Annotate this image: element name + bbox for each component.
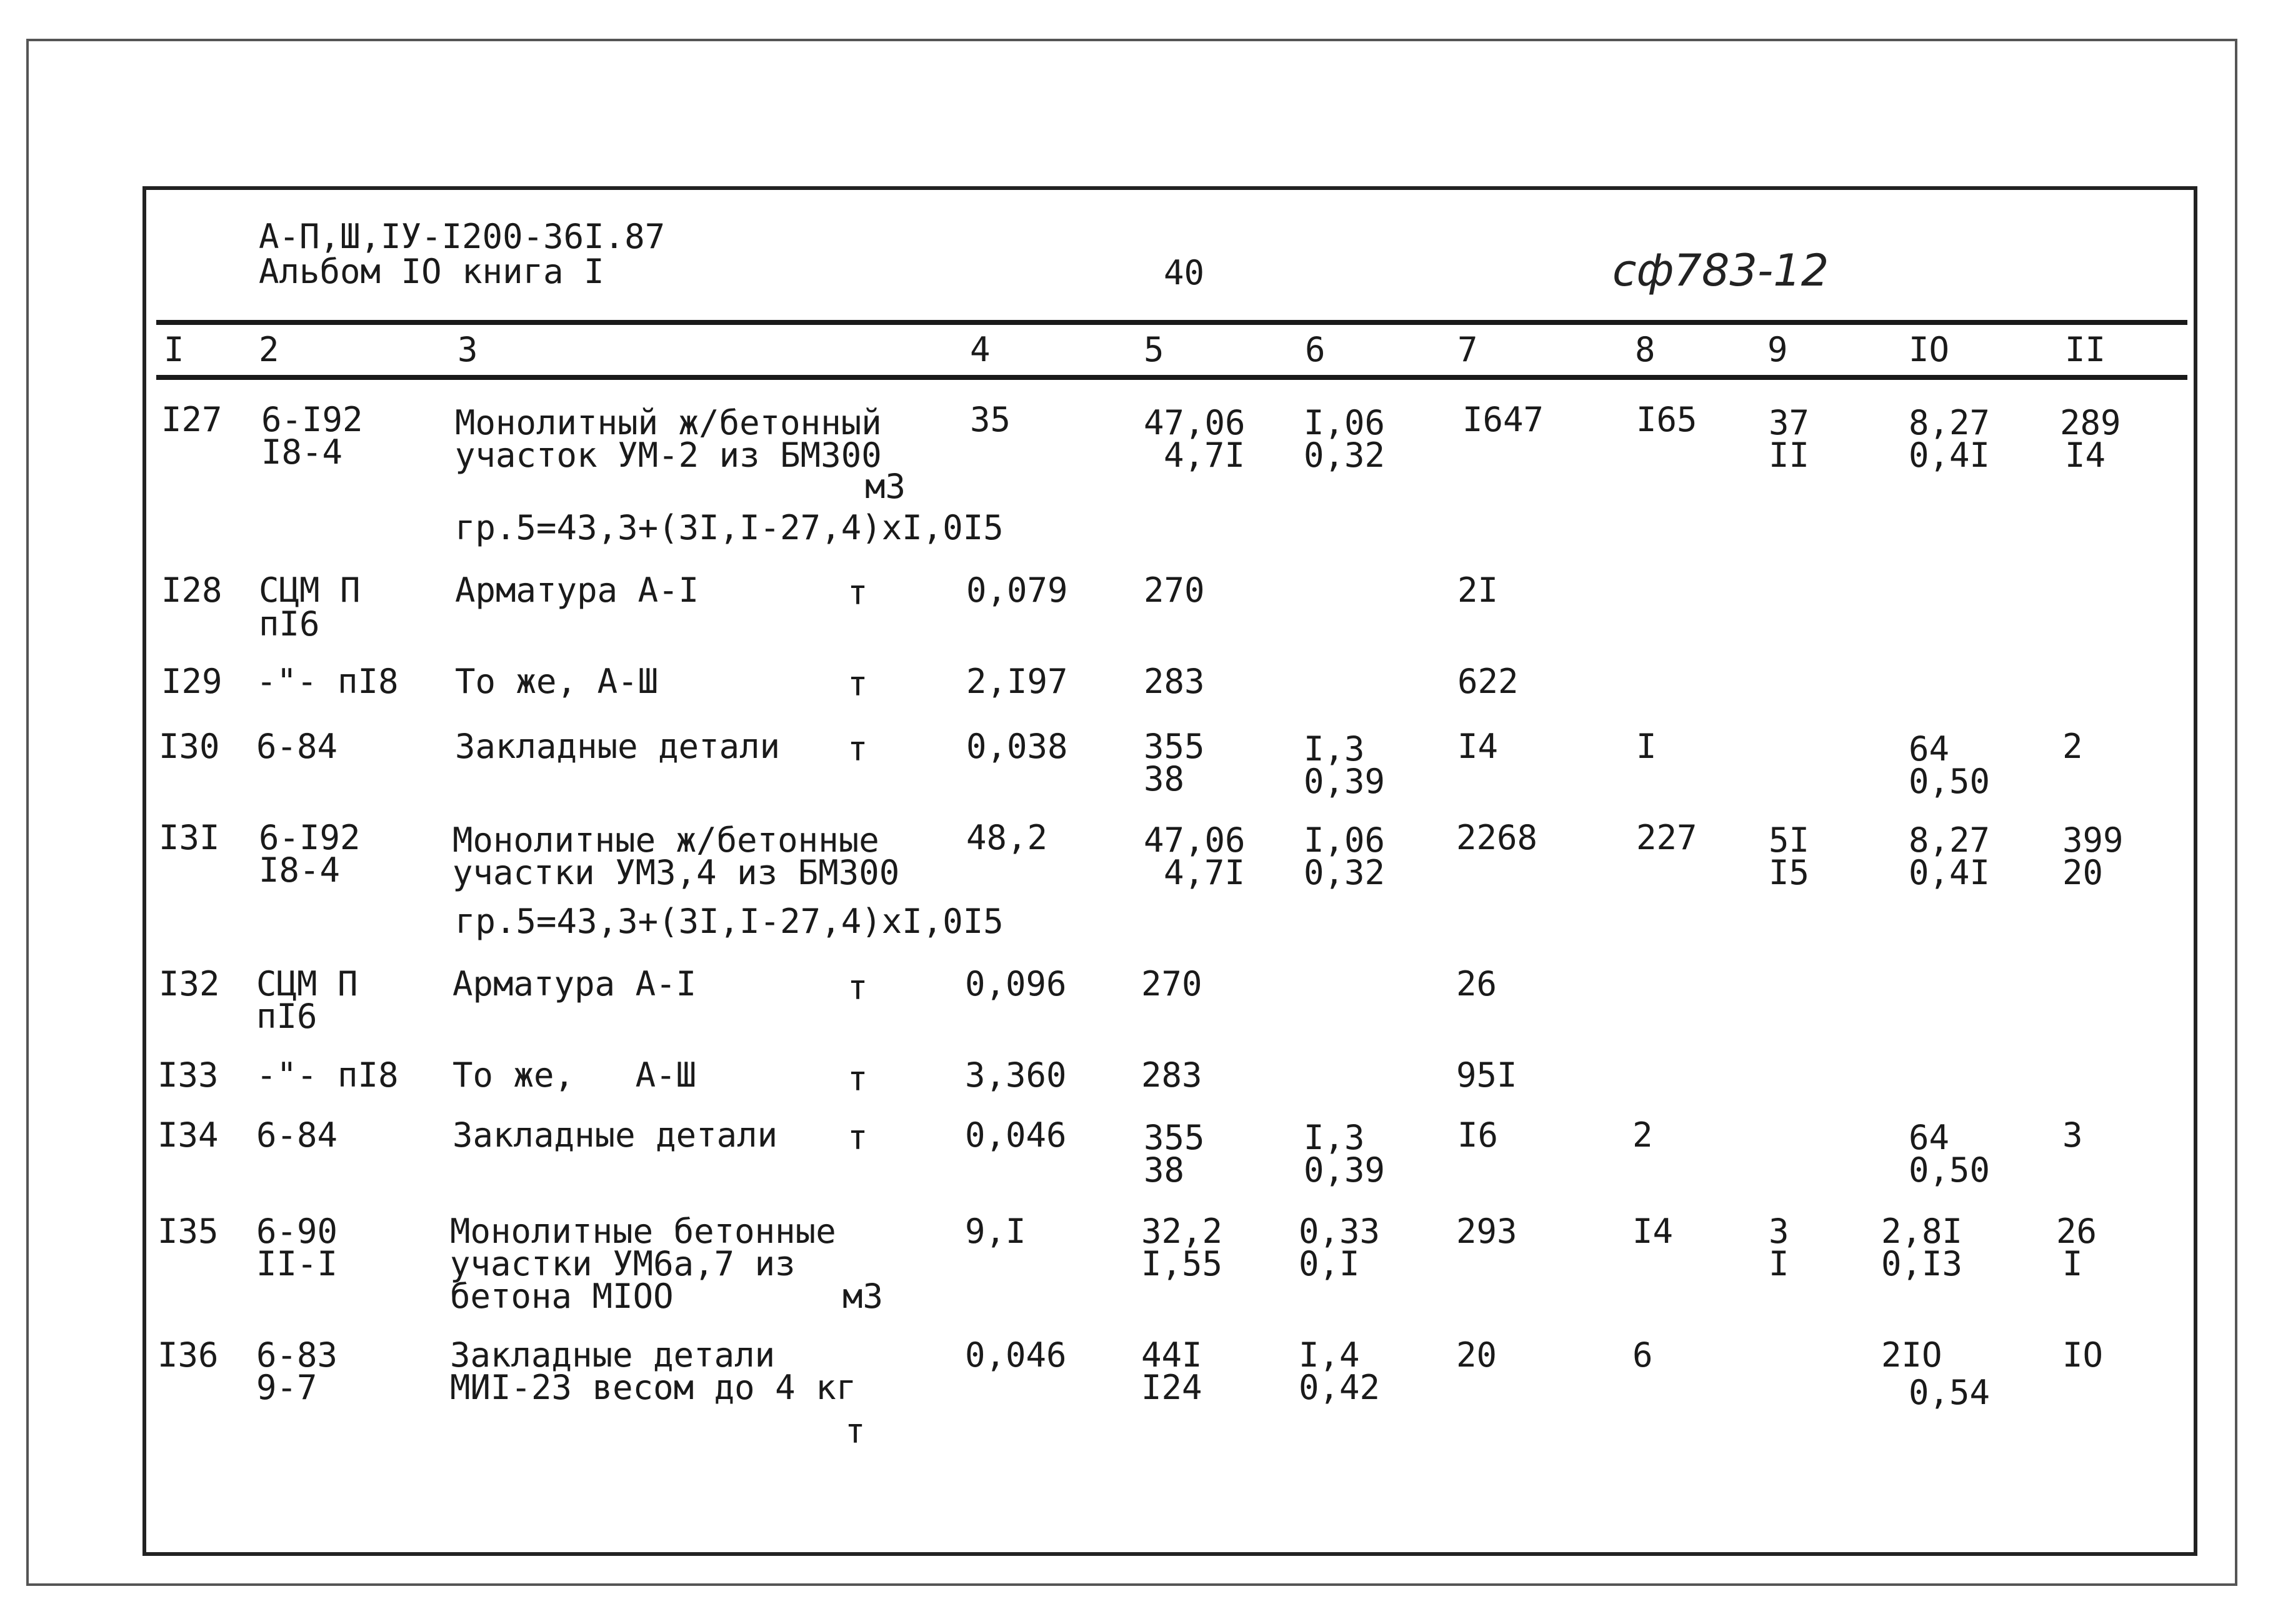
col9-value-sub: I [1769, 1244, 1789, 1283]
header-rule-top [156, 320, 2187, 325]
norm-code-sub: I8-4 [261, 432, 343, 472]
unit: т [845, 1412, 866, 1451]
quantity: 35 [970, 400, 1011, 439]
quantity: 0,046 [965, 1115, 1067, 1155]
page-number: 40 [1164, 253, 1205, 292]
norm-code: -"- пI8 [256, 1055, 399, 1095]
norm-code-sub: II-I [256, 1244, 338, 1283]
document-code: А-П,Ш,IУ-I200-36I.87 [259, 217, 666, 256]
col6-value: I,3 [1304, 729, 1365, 769]
col6-value-sub: 0,42 [1299, 1368, 1381, 1407]
unit: м3 [842, 1277, 884, 1316]
col9-value-sub: II [1769, 436, 1810, 475]
total-cost: 2I [1457, 570, 1499, 610]
col6-value: 0,33 [1299, 1212, 1381, 1251]
col-header-5: 5 [1144, 330, 1164, 369]
col10-value: 64 [1909, 1118, 1950, 1157]
norm-code-sub: пI6 [259, 604, 320, 644]
row-number: I28 [161, 570, 222, 610]
col8-value: 2 [1632, 1115, 1653, 1155]
col10-value-sub: 0,50 [1909, 1150, 1991, 1190]
unit-cost: 270 [1144, 570, 1205, 610]
quantity: 9,I [965, 1212, 1026, 1251]
col-header-2: 2 [259, 330, 279, 369]
unit-cost-wages: 38 [1144, 759, 1185, 799]
col10-value: 64 [1909, 729, 1950, 769]
col11-value: IO [2062, 1335, 2104, 1375]
work-description: Закладные детали [452, 1115, 778, 1155]
col9-value-sub: I5 [1769, 853, 1810, 892]
col8-value: 227 [1636, 818, 1697, 857]
unit-cost: 32,2 [1141, 1212, 1223, 1251]
unit: т [847, 968, 868, 1007]
col11-value: 3 [2062, 1115, 2083, 1155]
total-cost: 26 [1456, 964, 1497, 1004]
work-description-line2: участок УМ-2 из БМ300 [455, 436, 882, 475]
work-description: Арматура А-I [452, 964, 697, 1004]
quantity: 3,360 [965, 1055, 1067, 1095]
work-description: Монолитный ж/бетонный [455, 403, 882, 442]
work-description: Монолитные ж/бетонные [452, 820, 879, 860]
norm-code: 6-I92 [261, 400, 363, 439]
col8-value: I [1636, 727, 1657, 766]
norm-code: 6-I92 [259, 818, 361, 857]
col10-value: 8,27 [1909, 820, 1991, 860]
work-description: То же, А-Ш [455, 662, 659, 701]
col-header-7: 7 [1457, 330, 1478, 369]
quantity: 0,079 [966, 570, 1068, 610]
col-header-1: I [164, 330, 184, 369]
row-number: I3I [159, 818, 220, 857]
unit-cost-wages: 38 [1144, 1150, 1185, 1190]
col6-value-sub: 0,39 [1304, 762, 1386, 801]
unit-cost: 47,06 [1144, 403, 1246, 442]
col6-value-sub: 0,39 [1304, 1150, 1386, 1190]
col11-value-sub: I [2062, 1244, 2083, 1283]
unit-cost: 283 [1141, 1055, 1202, 1095]
col-header-4: 4 [970, 330, 991, 369]
total-cost: 20 [1456, 1335, 1497, 1375]
unit-cost-wages: I,55 [1141, 1244, 1223, 1283]
row-number: I30 [159, 727, 220, 766]
unit-cost-wages: 4,7I [1164, 436, 1246, 475]
norm-code-sub: I8-4 [259, 850, 341, 890]
quantity: 0,046 [965, 1335, 1067, 1375]
unit-cost: 355 [1144, 1118, 1205, 1157]
work-description-line2: участки УМ6а,7 из [450, 1244, 796, 1283]
col8-value: I4 [1632, 1212, 1674, 1251]
quantity: 0,038 [966, 727, 1068, 766]
unit: м3 [865, 467, 906, 506]
calculation-note: гр.5=43,3+(3I,I-27,4)хI,0I5 [455, 902, 1004, 941]
quantity: 48,2 [966, 818, 1048, 857]
col-header-9: 9 [1767, 330, 1788, 369]
work-description: Закладные детали [455, 727, 781, 766]
col10-value-sub: 0,4I [1909, 436, 1991, 475]
unit-cost: 47,06 [1144, 820, 1246, 860]
total-cost: 293 [1456, 1212, 1517, 1251]
unit: т [847, 1059, 868, 1098]
unit-cost: 355 [1144, 727, 1205, 766]
col11-value-sub: 20 [2062, 853, 2104, 892]
unit-cost: 283 [1144, 662, 1205, 701]
col10-value: 8,27 [1909, 403, 1991, 442]
unit: т [847, 729, 868, 769]
total-cost: I6 [1457, 1115, 1499, 1155]
row-number: I34 [157, 1115, 219, 1155]
norm-code: 6-90 [256, 1212, 338, 1251]
col9-value: 3 [1769, 1212, 1789, 1251]
work-description-line2: МИI-23 весом до 4 кг [450, 1368, 857, 1407]
header-rule-bottom [156, 375, 2187, 380]
norm-code: СЦМ П [259, 570, 361, 610]
col8-value: I65 [1636, 400, 1697, 439]
work-description-line2: участки УМ3,4 из БМ300 [452, 853, 900, 892]
norm-code: 6-83 [256, 1335, 338, 1375]
col10-value-sub: 0,54 [1909, 1373, 1991, 1412]
total-cost: 95I [1456, 1055, 1517, 1095]
col6-value: I,4 [1299, 1335, 1360, 1375]
col10-value-sub: 0,I3 [1881, 1244, 1963, 1283]
norm-code: 6-84 [256, 1115, 338, 1155]
unit-cost-wages: I24 [1141, 1368, 1202, 1407]
total-cost: I4 [1457, 727, 1499, 766]
unit: т [847, 1118, 868, 1157]
unit-cost: 270 [1141, 964, 1202, 1004]
col6-value: I,3 [1304, 1118, 1365, 1157]
col6-value-sub: 0,32 [1304, 436, 1386, 475]
col11-value: 26 [2056, 1212, 2097, 1251]
total-cost: 2268 [1456, 818, 1538, 857]
row-number: I35 [157, 1212, 219, 1251]
calculation-note: гр.5=43,3+(3I,I-27,4)хI,0I5 [455, 508, 1004, 547]
col6-value-sub: 0,32 [1304, 853, 1386, 892]
row-number: I32 [159, 964, 220, 1004]
norm-code: -"- пI8 [256, 662, 399, 701]
unit: т [847, 573, 868, 612]
row-number: I27 [161, 400, 222, 439]
col-header-11: II [2065, 330, 2106, 369]
col6-value: I,06 [1304, 820, 1386, 860]
unit: т [847, 664, 868, 704]
norm-code-sub: пI6 [256, 997, 317, 1036]
sheet-stamp: сф783-12 [1612, 245, 1829, 296]
col10-value-sub: 0,4I [1909, 853, 1991, 892]
work-description: Монолитные бетонные [450, 1212, 836, 1251]
col-header-6: 6 [1305, 330, 1326, 369]
quantity: 2,I97 [966, 662, 1068, 701]
col9-value: 5I [1769, 820, 1810, 860]
col-header-3: 3 [457, 330, 478, 369]
col11-value: 399 [2062, 820, 2124, 860]
row-number: I29 [161, 662, 222, 701]
work-description: Арматура А-I [455, 570, 699, 610]
col9-value: 37 [1769, 403, 1810, 442]
col11-value: 2 [2062, 727, 2083, 766]
album-label: Альбом IO книга I [259, 252, 604, 291]
work-description: Закладные детали [450, 1335, 776, 1375]
col6-value-sub: 0,I [1299, 1244, 1360, 1283]
col10-value: 2,8I [1881, 1212, 1963, 1251]
col6-value: I,06 [1304, 403, 1386, 442]
col10-value-sub: 0,50 [1909, 762, 1991, 801]
col11-value-sub: I4 [2065, 436, 2106, 475]
total-cost: I647 [1462, 400, 1544, 439]
total-cost: 622 [1457, 662, 1519, 701]
col-header-8: 8 [1635, 330, 1656, 369]
row-number: I36 [157, 1335, 219, 1375]
work-description: То же, А-Ш [452, 1055, 697, 1095]
norm-code-sub: 9-7 [256, 1368, 317, 1407]
work-description-line3: бетона MIOO [450, 1277, 674, 1316]
unit-cost: 44I [1141, 1335, 1202, 1375]
col8-value: 6 [1632, 1335, 1653, 1375]
row-number: I33 [157, 1055, 219, 1095]
col-header-10: IO [1909, 330, 1950, 369]
quantity: 0,096 [965, 964, 1067, 1004]
col11-value: 289 [2060, 403, 2121, 442]
norm-code: СЦМ П [256, 964, 358, 1004]
unit-cost-wages: 4,7I [1164, 853, 1246, 892]
norm-code: 6-84 [256, 727, 338, 766]
col10-value: 2IO [1881, 1335, 1942, 1375]
